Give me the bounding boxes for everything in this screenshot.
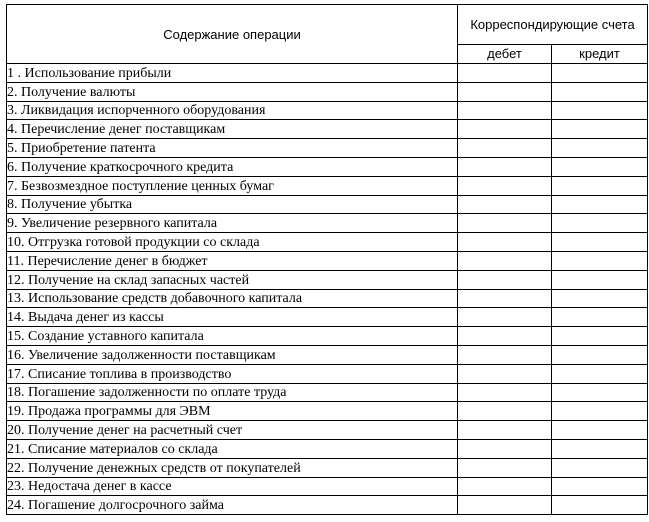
debit-cell bbox=[458, 233, 552, 252]
operation-description: 23. Недостача денег в кассе bbox=[7, 477, 458, 496]
table-row bbox=[7, 327, 648, 346]
operation-description: 21. Списание материалов со склада bbox=[7, 439, 458, 458]
header-debit: дебет bbox=[458, 44, 552, 63]
table-row bbox=[7, 439, 648, 458]
operation-description: 1 . Использование прибыли bbox=[7, 64, 458, 83]
debit-cell bbox=[458, 477, 552, 496]
table-row bbox=[7, 345, 648, 364]
debit-cell bbox=[458, 101, 552, 120]
credit-cell bbox=[552, 251, 648, 270]
operation-description: 17. Списание топлива в производство bbox=[7, 364, 458, 383]
credit-cell bbox=[552, 364, 648, 383]
operations-table bbox=[6, 4, 648, 515]
operation-description: 13. Использование средств добавочного капитала bbox=[7, 289, 458, 308]
credit-cell bbox=[552, 139, 648, 158]
table-row bbox=[7, 195, 648, 214]
debit-cell bbox=[458, 421, 552, 440]
operation-description: 7. Безвозмездное поступление ценных бумаг bbox=[7, 176, 458, 195]
credit-cell bbox=[552, 383, 648, 402]
table-row bbox=[7, 364, 648, 383]
debit-cell bbox=[458, 251, 552, 270]
operation-description: 15. Создание уставного капитала bbox=[7, 327, 458, 346]
debit-cell bbox=[458, 402, 552, 421]
operation-description: 3. Ликвидация испорченного оборудования bbox=[7, 101, 458, 120]
credit-cell bbox=[552, 402, 648, 421]
debit-cell bbox=[458, 157, 552, 176]
debit-cell bbox=[458, 64, 552, 83]
debit-cell bbox=[458, 364, 552, 383]
debit-cell bbox=[458, 345, 552, 364]
credit-cell bbox=[552, 214, 648, 233]
table-row bbox=[7, 120, 648, 139]
debit-cell bbox=[458, 458, 552, 477]
header-row bbox=[7, 5, 648, 45]
debit-cell bbox=[458, 195, 552, 214]
credit-cell bbox=[552, 477, 648, 496]
table-row bbox=[7, 270, 648, 289]
debit-cell bbox=[458, 120, 552, 139]
operation-description: 8. Получение убытка bbox=[7, 195, 458, 214]
credit-cell bbox=[552, 176, 648, 195]
operation-description: 4. Перечисление денег поставщикам bbox=[7, 120, 458, 139]
operation-description: 22. Получение денежных средств от покупателей bbox=[7, 458, 458, 477]
credit-cell bbox=[552, 101, 648, 120]
table-row bbox=[7, 458, 648, 477]
debit-cell bbox=[458, 439, 552, 458]
debit-cell bbox=[458, 383, 552, 402]
debit-cell bbox=[458, 214, 552, 233]
table-row bbox=[7, 101, 648, 120]
operation-description: 2. Получение валюты bbox=[7, 82, 458, 101]
credit-cell bbox=[552, 120, 648, 139]
credit-cell bbox=[552, 289, 648, 308]
credit-cell bbox=[552, 308, 648, 327]
credit-cell bbox=[552, 233, 648, 252]
table-row bbox=[7, 308, 648, 327]
operation-description: 24. Погашение долгосрочного займа bbox=[7, 496, 458, 515]
table-row bbox=[7, 383, 648, 402]
credit-cell bbox=[552, 270, 648, 289]
table-row bbox=[7, 477, 648, 496]
operation-description: 20. Получение денег на расчетный счет bbox=[7, 421, 458, 440]
debit-cell bbox=[458, 82, 552, 101]
credit-cell bbox=[552, 439, 648, 458]
table-row bbox=[7, 139, 648, 158]
operation-description: 16. Увеличение задолженности поставщикам bbox=[7, 345, 458, 364]
operation-description: 10. Отгрузка готовой продукции со склада bbox=[7, 233, 458, 252]
debit-cell bbox=[458, 176, 552, 195]
table-row bbox=[7, 402, 648, 421]
debit-cell bbox=[458, 308, 552, 327]
debit-cell bbox=[458, 270, 552, 289]
credit-cell bbox=[552, 458, 648, 477]
credit-cell bbox=[552, 421, 648, 440]
table-row bbox=[7, 176, 648, 195]
operation-description: 18. Погашение задолженности по оплате труда bbox=[7, 383, 458, 402]
header-credit: кредит bbox=[552, 44, 648, 63]
table-row bbox=[7, 214, 648, 233]
table-row bbox=[7, 233, 648, 252]
table-row bbox=[7, 251, 648, 270]
debit-cell bbox=[458, 139, 552, 158]
operations-body bbox=[7, 64, 648, 515]
credit-cell bbox=[552, 195, 648, 214]
header-accounts: Корреспондирующие счета bbox=[458, 5, 648, 45]
operation-description: 6. Получение краткосрочного кредита bbox=[7, 157, 458, 176]
table-row bbox=[7, 82, 648, 101]
credit-cell bbox=[552, 157, 648, 176]
credit-cell bbox=[552, 496, 648, 515]
table-row bbox=[7, 289, 648, 308]
operation-description: 19. Продажа программы для ЭВМ bbox=[7, 402, 458, 421]
debit-cell bbox=[458, 289, 552, 308]
credit-cell bbox=[552, 327, 648, 346]
credit-cell bbox=[552, 82, 648, 101]
table-row bbox=[7, 64, 648, 83]
operation-description: 9. Увеличение резервного капитала bbox=[7, 214, 458, 233]
table-row bbox=[7, 496, 648, 515]
header-description: Содержание операции bbox=[7, 5, 458, 64]
operation-description: 12. Получение на склад запасных частей bbox=[7, 270, 458, 289]
debit-cell bbox=[458, 327, 552, 346]
operation-description: 5. Приобретение патента bbox=[7, 139, 458, 158]
operation-description: 11. Перечисление денег в бюджет bbox=[7, 251, 458, 270]
credit-cell bbox=[552, 345, 648, 364]
table-row bbox=[7, 157, 648, 176]
debit-cell bbox=[458, 496, 552, 515]
operation-description: 14. Выдача денег из кассы bbox=[7, 308, 458, 327]
credit-cell bbox=[552, 64, 648, 83]
table-row bbox=[7, 421, 648, 440]
